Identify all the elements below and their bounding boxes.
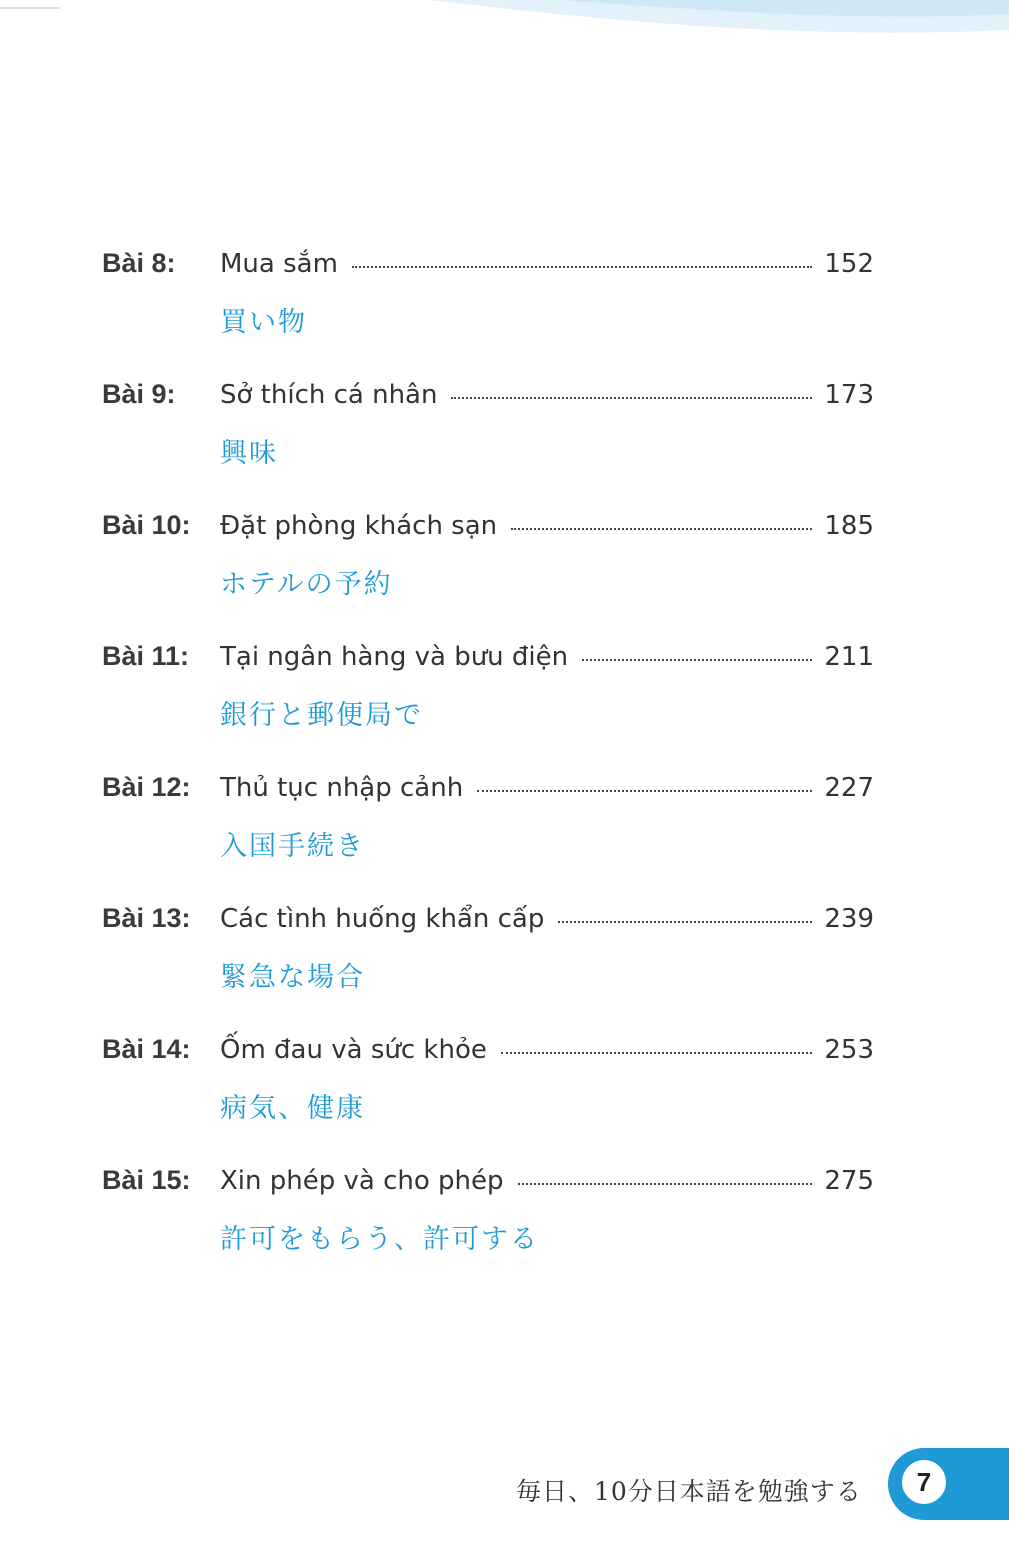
lesson-number: Bài 14:	[102, 1034, 191, 1064]
lesson-number: Bài 10:	[102, 510, 191, 540]
toc-entry-lesson-9[interactable]	[102, 379, 874, 510]
page-number: 152	[824, 249, 874, 279]
lesson-number: Bài 13:	[102, 903, 191, 933]
japanese-title: 銀行と郵便局で	[220, 700, 423, 731]
dot-leader	[477, 789, 812, 792]
dot-leader	[511, 527, 812, 530]
lesson-number: Bài 15:	[102, 1165, 191, 1195]
lesson-title: Sở thích cá nhân	[220, 380, 438, 410]
dot-leader	[352, 265, 812, 268]
page-number: 239	[824, 904, 874, 934]
lesson-title: Thủ tục nhập cảnh	[220, 773, 464, 803]
toc-entry-lesson-13[interactable]	[102, 903, 874, 1034]
toc-entry-lesson-14[interactable]	[102, 1034, 874, 1165]
table-of-contents	[102, 248, 874, 1296]
lesson-title: Đặt phòng khách sạn	[220, 511, 498, 541]
japanese-title: 許可をもらう、許可する	[220, 1224, 539, 1255]
japanese-title: 買い物	[220, 307, 307, 338]
japanese-title: 病気、健康	[220, 1093, 365, 1124]
japanese-title: ホテルの予約	[220, 569, 393, 600]
lesson-title: Tại ngân hàng và bưu điện	[220, 642, 569, 672]
page-number: 227	[824, 773, 874, 803]
toc-entry-lesson-10[interactable]	[102, 510, 874, 641]
dot-leader	[451, 396, 812, 399]
top-wave-decoration	[0, 0, 1009, 80]
page-number: 253	[824, 1035, 874, 1065]
lesson-title: Xin phép và cho phép	[220, 1166, 504, 1196]
japanese-title: 入国手続き	[220, 831, 365, 862]
dot-leader	[558, 920, 812, 923]
page-number-badge: 7	[898, 1456, 950, 1508]
lesson-number: Bài 9:	[102, 379, 176, 409]
toc-entry-lesson-12[interactable]	[102, 772, 874, 903]
toc-entry-lesson-15[interactable]	[102, 1165, 874, 1296]
page-number: 173	[824, 380, 874, 410]
footer-book-title: 毎日、10分日本語を勉強する	[516, 1477, 862, 1506]
japanese-title: 緊急な場合	[220, 962, 365, 993]
lesson-title: Các tình huống khẩn cấp	[220, 904, 545, 934]
lesson-title: Ốm đau và sức khỏe	[220, 1035, 487, 1065]
toc-entry-lesson-11[interactable]	[102, 641, 874, 772]
dot-leader	[582, 658, 812, 661]
dot-leader	[518, 1182, 813, 1185]
page-number: 275	[824, 1166, 874, 1196]
lesson-number: Bài 11:	[102, 641, 190, 671]
page-number: 211	[824, 642, 874, 672]
lesson-number: Bài 12:	[102, 772, 191, 802]
japanese-title: 興味	[220, 438, 278, 469]
lesson-number: Bài 8:	[102, 248, 176, 278]
dot-leader	[501, 1051, 813, 1054]
page-number: 185	[824, 511, 874, 541]
lesson-title: Mua sắm	[220, 249, 338, 279]
toc-entry-lesson-8[interactable]	[102, 248, 874, 379]
